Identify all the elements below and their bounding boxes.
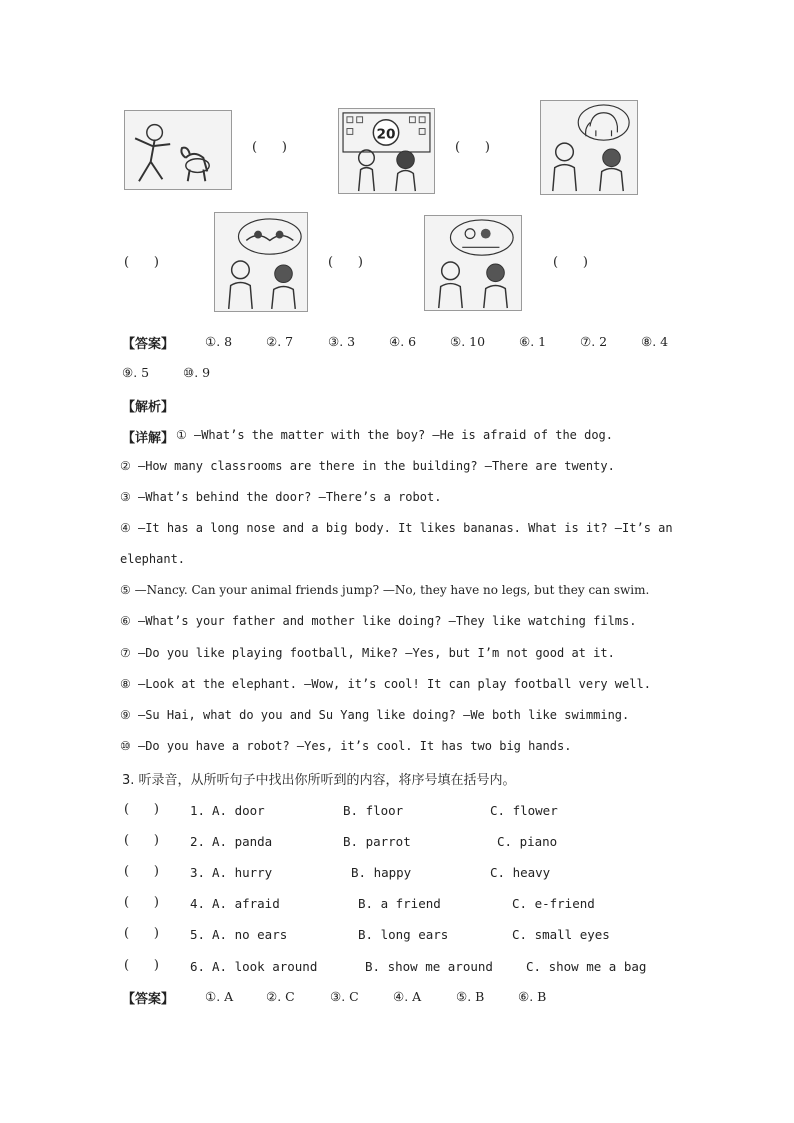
detail-line: ① —What’s the matter with the boy? —He is afraid of the dog. — [176, 428, 614, 442]
option-a[interactable]: A. afraid — [212, 896, 280, 911]
answer-tag: 【答案】 — [122, 992, 175, 1007]
answer-item: ⑤. 10 — [450, 334, 486, 349]
swimming-illustration — [215, 213, 307, 311]
detail-line: ③ —What’s behind the door? —There’s a robot. — [120, 490, 442, 504]
option-b[interactable]: B. a friend — [358, 896, 441, 911]
option-c[interactable]: C. e-friend — [512, 896, 595, 911]
question-number: 2. — [190, 834, 206, 849]
answer-item: ①. 8 — [205, 334, 233, 349]
answer-item: ③. 3 — [328, 334, 356, 349]
detail-line: ⑨ —Su Hai, what do you and Su Yang like doing? —We both like swimming. — [120, 708, 630, 722]
answer-blank[interactable]: ( ) — [124, 255, 159, 270]
answer-blank[interactable]: ( ) — [455, 140, 490, 155]
answer-item: ⑩. 9 — [183, 365, 211, 380]
answer-item: ①. A — [205, 989, 234, 1004]
question-number: 4. — [190, 896, 206, 911]
answer-item: ⑥. B — [518, 989, 547, 1004]
option-c[interactable]: C. show me a bag — [526, 959, 647, 974]
answer-blank[interactable]: ( ) — [553, 255, 588, 270]
answer-item: ③. C — [330, 989, 359, 1004]
detail-line: ⑦ —Do you like playing football, Mike? —Yes, but I’m not good at it. — [120, 646, 615, 660]
option-b[interactable]: B. long ears — [358, 927, 449, 942]
answer-item: ④. 6 — [389, 334, 417, 349]
detail-line: ② —How many classrooms are there in the building? —There are twenty. — [120, 459, 615, 473]
option-a[interactable]: A. hurry — [212, 865, 273, 880]
answer-blank[interactable]: ( ) — [124, 895, 159, 910]
detail-line: elephant. — [120, 552, 186, 566]
analysis-tag: 【解析】 — [122, 400, 175, 415]
detail-line: ⑧ —Look at the elephant. —Wow, it’s cool! It can play football very well. — [120, 677, 651, 691]
answer-item: ⑥. 1 — [519, 334, 547, 349]
detail-line: ⑤ —Nancy. Can your animal friends jump? —No, they have no legs, but they can swim. — [120, 583, 650, 597]
answer-blank[interactable]: ( ) — [124, 833, 159, 848]
option-a[interactable]: A. panda — [212, 834, 273, 849]
option-c[interactable]: C. small eyes — [512, 927, 610, 942]
answer-blank[interactable]: ( ) — [124, 802, 159, 817]
answer-blank[interactable]: ( ) — [124, 926, 159, 941]
answer-item: ⑤. B — [456, 989, 485, 1004]
building-twenty-classrooms-picture — [338, 108, 435, 194]
swimming-thought-picture — [214, 212, 308, 312]
answer-item: ⑨. 5 — [122, 365, 150, 380]
question-number: 1. — [190, 803, 206, 818]
answer-item: ②. C — [266, 989, 295, 1004]
option-a[interactable]: A. door — [212, 803, 265, 818]
elephant-thought-picture — [540, 100, 638, 195]
question-3-heading: 3. 听录音，从所听句子中找出你所听到的内容，将序号填在括号内。 — [122, 773, 516, 788]
elephant-illustration — [541, 101, 637, 194]
detail-line: ④ —It has a long nose and a big body. It likes bananas. What is it? —It’s an — [120, 521, 673, 535]
answer-item: ⑦. 2 — [580, 334, 608, 349]
family-illustration — [425, 216, 521, 310]
answer-blank[interactable]: ( ) — [328, 255, 363, 270]
answer-blank[interactable]: ( ) — [124, 958, 159, 973]
option-a[interactable]: A. no ears — [212, 927, 288, 942]
answer-item: ⑧. 4 — [641, 334, 669, 349]
answer-blank[interactable]: ( ) — [124, 864, 159, 879]
boy-dog-illustration — [125, 111, 231, 189]
option-b[interactable]: B. parrot — [343, 834, 411, 849]
answer-blank[interactable]: ( ) — [252, 140, 287, 155]
answer-tag: 【答案】 — [122, 337, 175, 352]
detail-tag: 【详解】 — [122, 431, 175, 446]
option-b[interactable]: B. show me around — [365, 959, 493, 974]
option-c[interactable]: C. flower — [490, 803, 558, 818]
detail-line: ⑥ —What’s your father and mother like doing? —They like watching films. — [120, 614, 637, 628]
option-c[interactable]: C. heavy — [490, 865, 551, 880]
option-b[interactable]: B. happy — [351, 865, 412, 880]
answer-item: ④. A — [393, 989, 422, 1004]
family-watching-films-picture — [424, 215, 522, 311]
question-number: 6. — [190, 959, 206, 974]
question-number: 5. — [190, 927, 206, 942]
detail-line: ⑩ —Do you have a robot? —Yes, it’s cool. It has two big hands. — [120, 739, 572, 753]
option-b[interactable]: B. floor — [343, 803, 404, 818]
option-a[interactable]: A. look around — [212, 959, 318, 974]
question-number: 3. — [190, 865, 206, 880]
answer-item: ②. 7 — [266, 334, 294, 349]
building-number-label: 20 — [376, 126, 396, 143]
option-c[interactable]: C. piano — [497, 834, 558, 849]
building-illustration — [339, 109, 434, 193]
boy-afraid-of-dog-picture — [124, 110, 232, 190]
